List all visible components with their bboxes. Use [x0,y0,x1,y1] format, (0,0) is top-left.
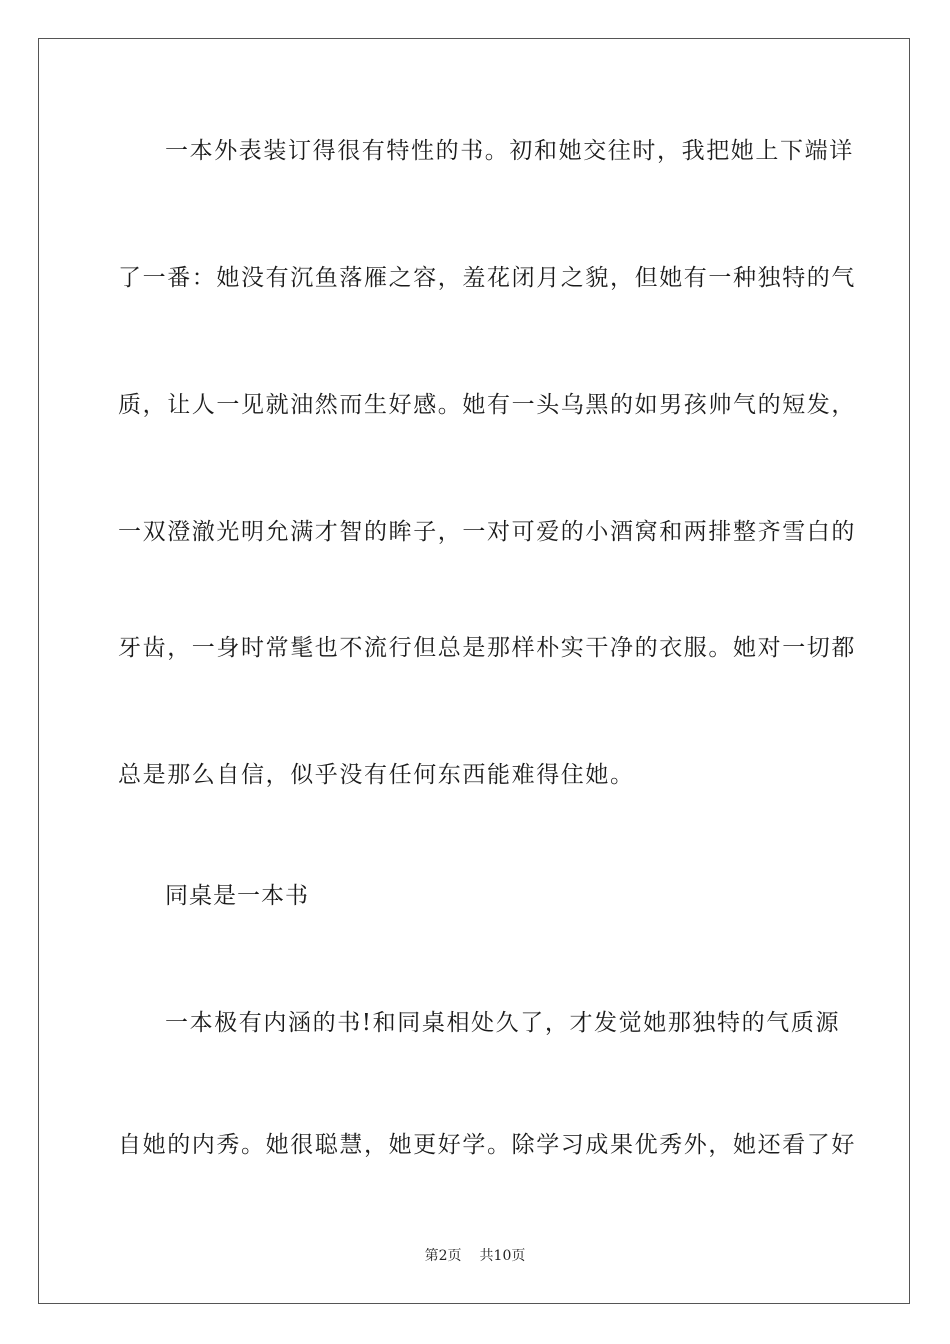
paragraph-line-2: 了一番：她没有沉鱼落雁之容，羞花闭月之貌，但她有一种独特的气 [118,265,856,291]
paragraph-line-6: 总是那么自信，似乎没有任何东西能难得住她。 [118,762,635,788]
paragraph-line-4: 一双澄澈光明允满才智的眸子，一对可爱的小酒窝和两排整齐雪白的 [118,519,856,545]
section-heading: 同桌是一本书 [165,883,309,909]
page-border [38,38,910,1304]
paragraph-line-5: 牙齿，一身时常髦也不流行但总是那样朴实干净的衣服。她对一切都 [118,635,856,661]
paragraph-line-7: 一本极有内涵的书!和同桌相处久了，才发觉她那独特的气质源 [165,1010,841,1036]
page-number-current: 第2页 [424,1248,462,1264]
paragraph-line-3: 质，让人一见就油然而生好感。她有一头乌黑的如男孩帅气的短发， [118,392,856,418]
page-number-total: 共10页 [479,1248,526,1264]
page-footer [0,1247,950,1265]
paragraph-line-1: 一本外表装订得很有特性的书。初和她交往时，我把她上下端详 [165,138,854,164]
paragraph-line-8: 自她的内秀。她很聪慧，她更好学。除学习成果优秀外，她还看了好 [118,1132,856,1158]
